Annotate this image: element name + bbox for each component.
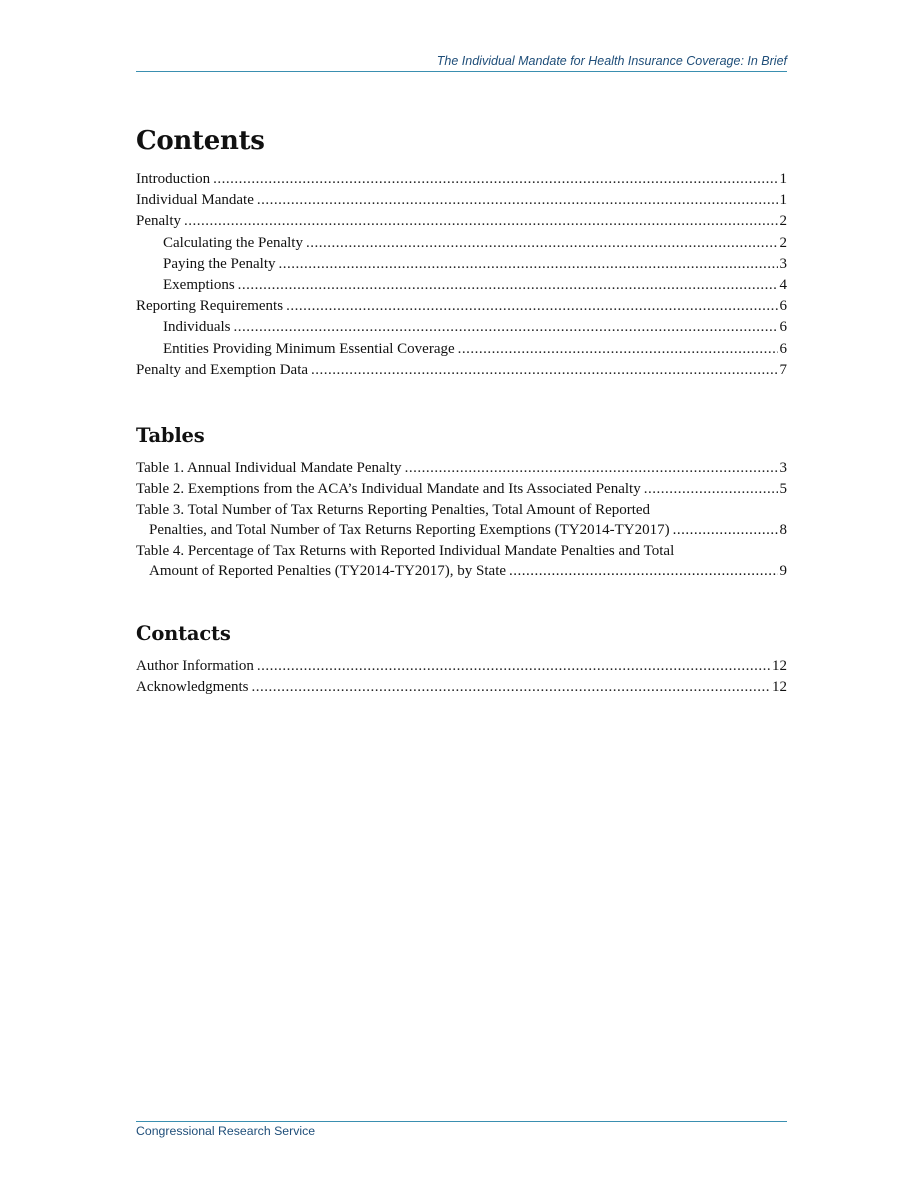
dot-leader bbox=[213, 169, 777, 190]
toc-entry-entities-providing-coverage[interactable] bbox=[136, 339, 787, 360]
toc-entry-author-information[interactable] bbox=[136, 656, 787, 677]
toc-entry-title: Paying the Penalty bbox=[163, 255, 276, 272]
toc-entry-title-line-1: Table 4. Percentage of Tax Returns with Reported Individual Mandate Penalties and Total bbox=[136, 543, 675, 560]
toc-entry-page: 12 bbox=[772, 658, 787, 674]
contents-section bbox=[136, 126, 787, 381]
dot-leader bbox=[238, 275, 778, 296]
dot-leader bbox=[234, 317, 778, 338]
toc-entry-penalty-and-exemption-data[interactable] bbox=[136, 360, 787, 381]
toc-entry-individuals[interactable] bbox=[136, 317, 787, 338]
toc-entry-page: 6 bbox=[779, 298, 787, 315]
dot-leader bbox=[311, 360, 777, 381]
toc-entry-page: 2 bbox=[779, 234, 787, 251]
contacts-list bbox=[136, 656, 787, 698]
toc-entry-page: 1 bbox=[779, 192, 787, 209]
toc-entry-individual-mandate[interactable] bbox=[136, 190, 787, 211]
toc-entry-title: Author Information bbox=[136, 658, 254, 674]
contents-list bbox=[136, 169, 787, 381]
tables-section bbox=[136, 424, 787, 583]
toc-entry-title: Table 2. Exemptions from the ACA’s Individual Mandate and Its Associated Penalty bbox=[136, 481, 641, 498]
toc-entry-page: 2 bbox=[779, 213, 787, 230]
toc-entry-title: Individuals bbox=[163, 319, 231, 336]
toc-entry-table-1[interactable] bbox=[136, 458, 787, 479]
dot-leader bbox=[257, 190, 778, 211]
toc-entry-title: Penalty and Exemption Data bbox=[136, 361, 309, 378]
dot-leader bbox=[279, 254, 778, 275]
dot-leader bbox=[673, 521, 778, 541]
toc-entry-reporting-requirements[interactable] bbox=[136, 296, 787, 317]
dot-leader bbox=[458, 339, 778, 360]
toc-entry-page: 7 bbox=[779, 361, 787, 378]
toc-entry-table-3[interactable] bbox=[136, 501, 787, 540]
toc-entry-title: Entities Providing Minimum Essential Coverage bbox=[163, 340, 455, 357]
header-rule bbox=[136, 71, 787, 72]
toc-entry-page: 8 bbox=[779, 521, 787, 538]
toc-entry-table-4[interactable] bbox=[136, 542, 787, 581]
toc-entry-title-line-2: Penalties, and Total Number of Tax Returns Reporting Exemptions (TY2014-TY2017) bbox=[149, 521, 670, 538]
toc-entry-page: 9 bbox=[779, 562, 787, 579]
dot-leader bbox=[405, 458, 778, 479]
toc-entry-title-line-1: Table 3. Total Number of Tax Returns Reporting Penalties, Total Amount of Reported bbox=[136, 502, 651, 519]
dot-leader bbox=[286, 296, 777, 317]
toc-entry-acknowledgments[interactable] bbox=[136, 677, 787, 698]
toc-entry-title: Table 1. Annual Individual Mandate Penalty bbox=[136, 460, 402, 476]
footer-rule bbox=[136, 1121, 787, 1122]
toc-entry-title: Exemptions bbox=[163, 277, 235, 294]
toc-entry-title: Acknowledgments bbox=[136, 679, 249, 696]
contacts-heading: Contacts bbox=[136, 622, 231, 645]
toc-entry-penalty[interactable] bbox=[136, 211, 787, 232]
toc-entry-page: 6 bbox=[779, 340, 787, 357]
dot-leader bbox=[251, 677, 770, 698]
tables-heading: Tables bbox=[136, 424, 205, 447]
toc-entry-introduction[interactable] bbox=[136, 169, 787, 190]
toc-entry-page: 12 bbox=[772, 679, 787, 696]
toc-entry-title: Calculating the Penalty bbox=[163, 234, 303, 251]
dot-leader bbox=[644, 479, 778, 500]
toc-entry-paying-the-penalty[interactable] bbox=[136, 254, 787, 275]
toc-entry-table-2[interactable] bbox=[136, 479, 787, 500]
dot-leader bbox=[257, 656, 770, 677]
toc-entry-calculating-the-penalty[interactable] bbox=[136, 233, 787, 254]
dot-leader bbox=[306, 233, 778, 254]
toc-entry-title: Individual Mandate bbox=[136, 192, 254, 209]
toc-entry-page: 5 bbox=[779, 481, 787, 498]
toc-entry-title: Penalty bbox=[136, 213, 181, 230]
toc-entry-title: Reporting Requirements bbox=[136, 298, 284, 315]
toc-entry-page: 4 bbox=[779, 277, 787, 294]
tables-list bbox=[136, 458, 787, 581]
footer-organization: Congressional Research Service bbox=[136, 1124, 316, 1138]
toc-entry-page: 1 bbox=[779, 171, 787, 187]
toc-entry-exemptions[interactable] bbox=[136, 275, 787, 296]
running-header-title: The Individual Mandate for Health Insurance Coverage: In Brief bbox=[436, 54, 787, 68]
toc-entry-title: Introduction bbox=[136, 171, 211, 187]
dot-leader bbox=[509, 562, 777, 582]
dot-leader bbox=[184, 211, 778, 232]
contacts-section bbox=[136, 622, 787, 698]
contents-heading: Contents bbox=[136, 126, 265, 156]
toc-entry-page: 3 bbox=[779, 460, 787, 476]
toc-entry-page: 3 bbox=[779, 255, 787, 272]
toc-entry-page: 6 bbox=[779, 319, 787, 336]
toc-entry-title-line-2: Amount of Reported Penalties (TY2014-TY2017), by State bbox=[149, 562, 507, 579]
